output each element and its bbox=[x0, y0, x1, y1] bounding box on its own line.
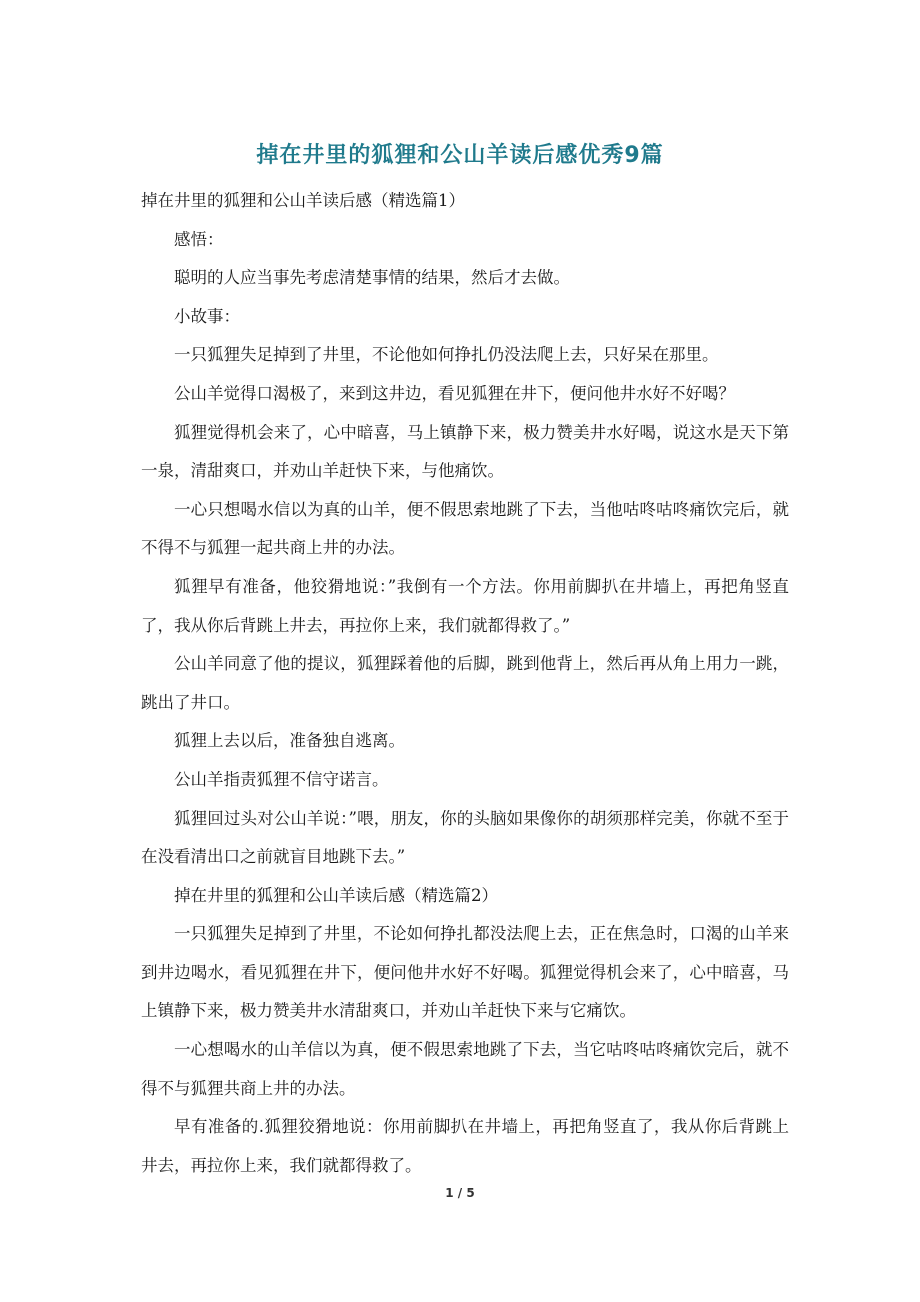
paragraph: 狐狸上去以后，准备独自逃离。 bbox=[174, 731, 405, 751]
paragraph: 一只狐狸失足掉到了井里，不论如何挣扎都没法爬上去，正在焦急时，口渴的山羊来到井边喝水，看见狐狸在井下，便问他井水好不好喝。狐狸觉得机会来了，心中暗喜，马上镇静下来，极力赞美井水清甜爽口，并劝山羊赶快下来与它痛饮。 bbox=[141, 924, 789, 1021]
paragraph: 感悟： bbox=[174, 229, 224, 249]
paragraph: 小故事： bbox=[174, 306, 240, 326]
page-number: 1 / 5 bbox=[445, 1186, 475, 1200]
section-heading: 掉在井里的狐狸和公山羊读后感（精选篇1） bbox=[141, 191, 465, 210]
paragraph: 公山羊同意了他的提议，狐狸踩着他的后脚，跳到他背上，然后再从角上用力一跳，跳出了井口。 bbox=[141, 654, 789, 712]
paragraph: 一心只想喝水信以为真的山羊，便不假思索地跳了下去，当他咕咚咕咚痛饮完后，就不得不与狐狸一起共商上井的办法。 bbox=[141, 499, 789, 558]
paragraph: 公山羊指责狐狸不信守诺言。 bbox=[174, 769, 389, 789]
document-body bbox=[141, 182, 789, 1185]
paragraph: 一只狐狸失足掉到了井里，不论他如何挣扎仍没法爬上去，只好呆在那里。 bbox=[174, 345, 719, 365]
paragraph: 公山羊觉得口渴极了，来到这井边，看见狐狸在井下，便问他井水好不好喝？ bbox=[174, 383, 735, 403]
document-title: 掉在井里的狐狸和公山羊读后感优秀9篇 bbox=[256, 143, 664, 168]
section-heading: 掉在井里的狐狸和公山羊读后感（精选篇2） bbox=[174, 885, 498, 905]
paragraph: 早有准备的.狐狸狡猾地说：你用前脚扒在井墙上，再把角竖直了，我从你后背跳上井去，再拉你上来，我们就都得救了。 bbox=[141, 1117, 789, 1175]
paragraph: 狐狸回过头对公山羊说：”喂，朋友，你的头脑如果像你的胡须那样完美，你就不至于在没看清出口之前就盲目地跳下去。” bbox=[141, 808, 789, 867]
paragraph: 聪明的人应当事先考虑清楚事情的结果，然后才去做。 bbox=[174, 268, 570, 288]
paragraph: 一心想喝水的山羊信以为真，便不假思索地跳了下去，当它咕咚咕咚痛饮完后，就不得不与狐狸共商上井的办法。 bbox=[141, 1040, 789, 1098]
paragraph: 狐狸早有准备，他狡猾地说：”我倒有一个方法。你用前脚扒在井墙上，再把角竖直了，我从你后背跳上井去，再拉你上来，我们就都得救了。” bbox=[141, 576, 789, 635]
paragraph: 狐狸觉得机会来了，心中暗喜，马上镇静下来，极力赞美井水好喝，说这水是天下第一泉，清甜爽口，并劝山羊赶快下来，与他痛饮。 bbox=[141, 422, 789, 481]
